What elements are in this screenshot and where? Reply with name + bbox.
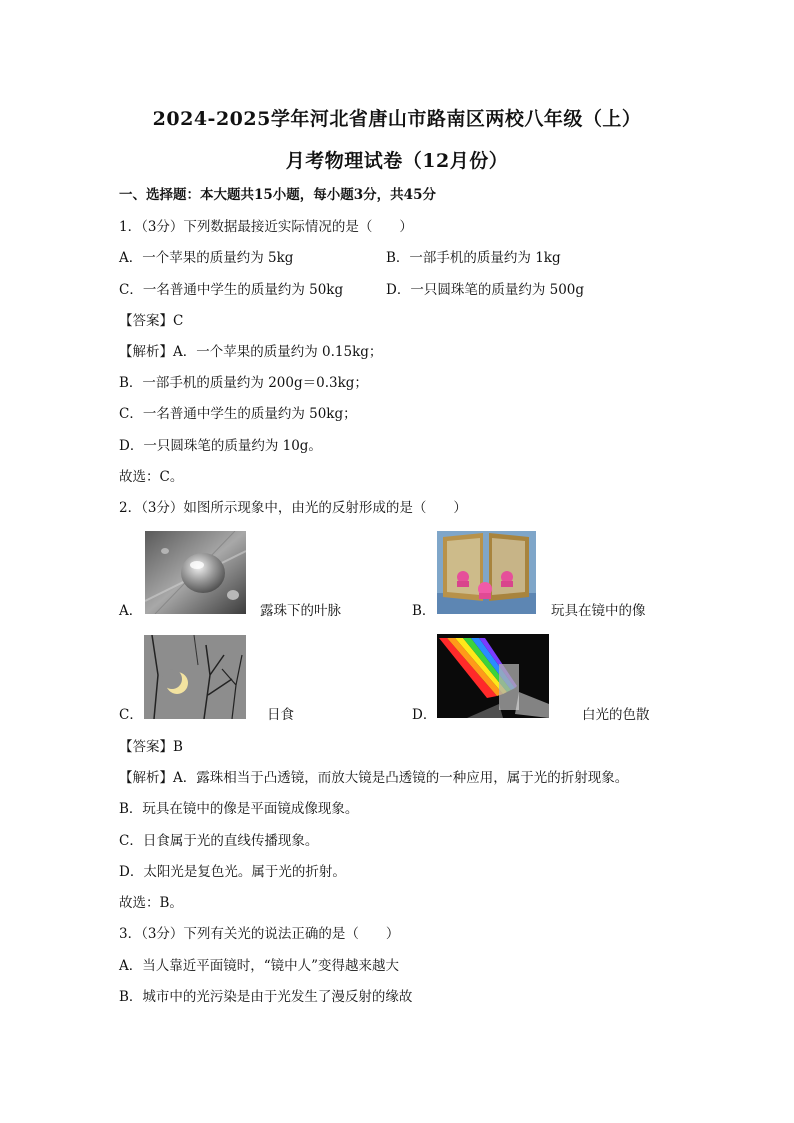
page-title-line-2: 月考物理试卷（12月份） [285,150,509,172]
q3-stem: 3．（3分）下列有关光的说法正确的是（ ） [119,926,400,942]
q1-option-d: D．一只圆珠笔的质量约为 500g [386,282,585,298]
q2-option-b-letter: B． [412,603,436,619]
q1-analysis-line: D．一只圆珠笔的质量约为 10g。 [119,438,322,454]
eclipse-photo-icon [144,635,246,719]
q2-conclusion: 故选：B。 [119,895,183,911]
q1-option-a: A．一个苹果的质量约为 5kg [119,250,294,266]
q2-answer: 【答案】B [119,739,183,755]
q1-conclusion: 故选：C。 [119,469,184,485]
q1-stem: 1．（3分）下列数据最接近实际情况的是（ ） [119,219,413,235]
q2-stem: 2．（3分）如图所示现象中，由光的反射形成的是（ ） [119,500,467,516]
q1-analysis-line: B．一部手机的质量约为 200g＝0.3kg； [119,375,368,391]
q3-option-a: A．当人靠近平面镜时，“镜中人”变得越来越大 [119,958,400,974]
section-heading: 一、选择题：本大题共15小题，每小题3分，共45分 [119,187,436,203]
q2-option-a-caption: 露珠下的叶脉 [260,603,341,619]
q2-option-c-letter: C． [119,707,143,723]
q3-option-b: B．城市中的光污染是由于光发生了漫反射的缘故 [119,989,413,1005]
toy-mirror-photo-icon [437,531,536,614]
page-title-line-1: 2024-2025学年河北省唐山市路南区两校八年级（上） [152,108,642,130]
prism-dispersion-photo-icon [437,634,549,718]
q1-option-b: B．一部手机的质量约为 1kg [386,250,561,266]
q2-analysis-line: B．玩具在镜中的像是平面镜成像现象。 [119,801,359,817]
q2-option-b-caption: 玩具在镜中的像 [551,603,646,619]
q1-answer: 【答案】C [119,313,184,329]
q2-option-c-caption: 日食 [267,707,294,723]
q2-analysis-line: D．太阳光是复色光。属于光的折射。 [119,864,346,880]
dewdrop-photo-icon [145,531,246,614]
q1-analysis-line: C．一名普通中学生的质量约为 50kg； [119,406,357,422]
q2-analysis-line: 【解析】A．露珠相当于凸透镜，而放大镜是凸透镜的一种应用，属于光的折射现象。 [119,770,629,786]
q1-analysis-line: 【解析】A．一个苹果的质量约为 0.15kg； [119,344,383,360]
q1-option-c: C．一名普通中学生的质量约为 50kg [119,282,344,298]
q2-analysis-line: C．日食属于光的直线传播现象。 [119,833,319,849]
q2-option-d-letter: D． [412,707,437,723]
q2-option-a-letter: A． [119,603,143,619]
q2-option-d-caption: 白光的色散 [582,707,650,723]
